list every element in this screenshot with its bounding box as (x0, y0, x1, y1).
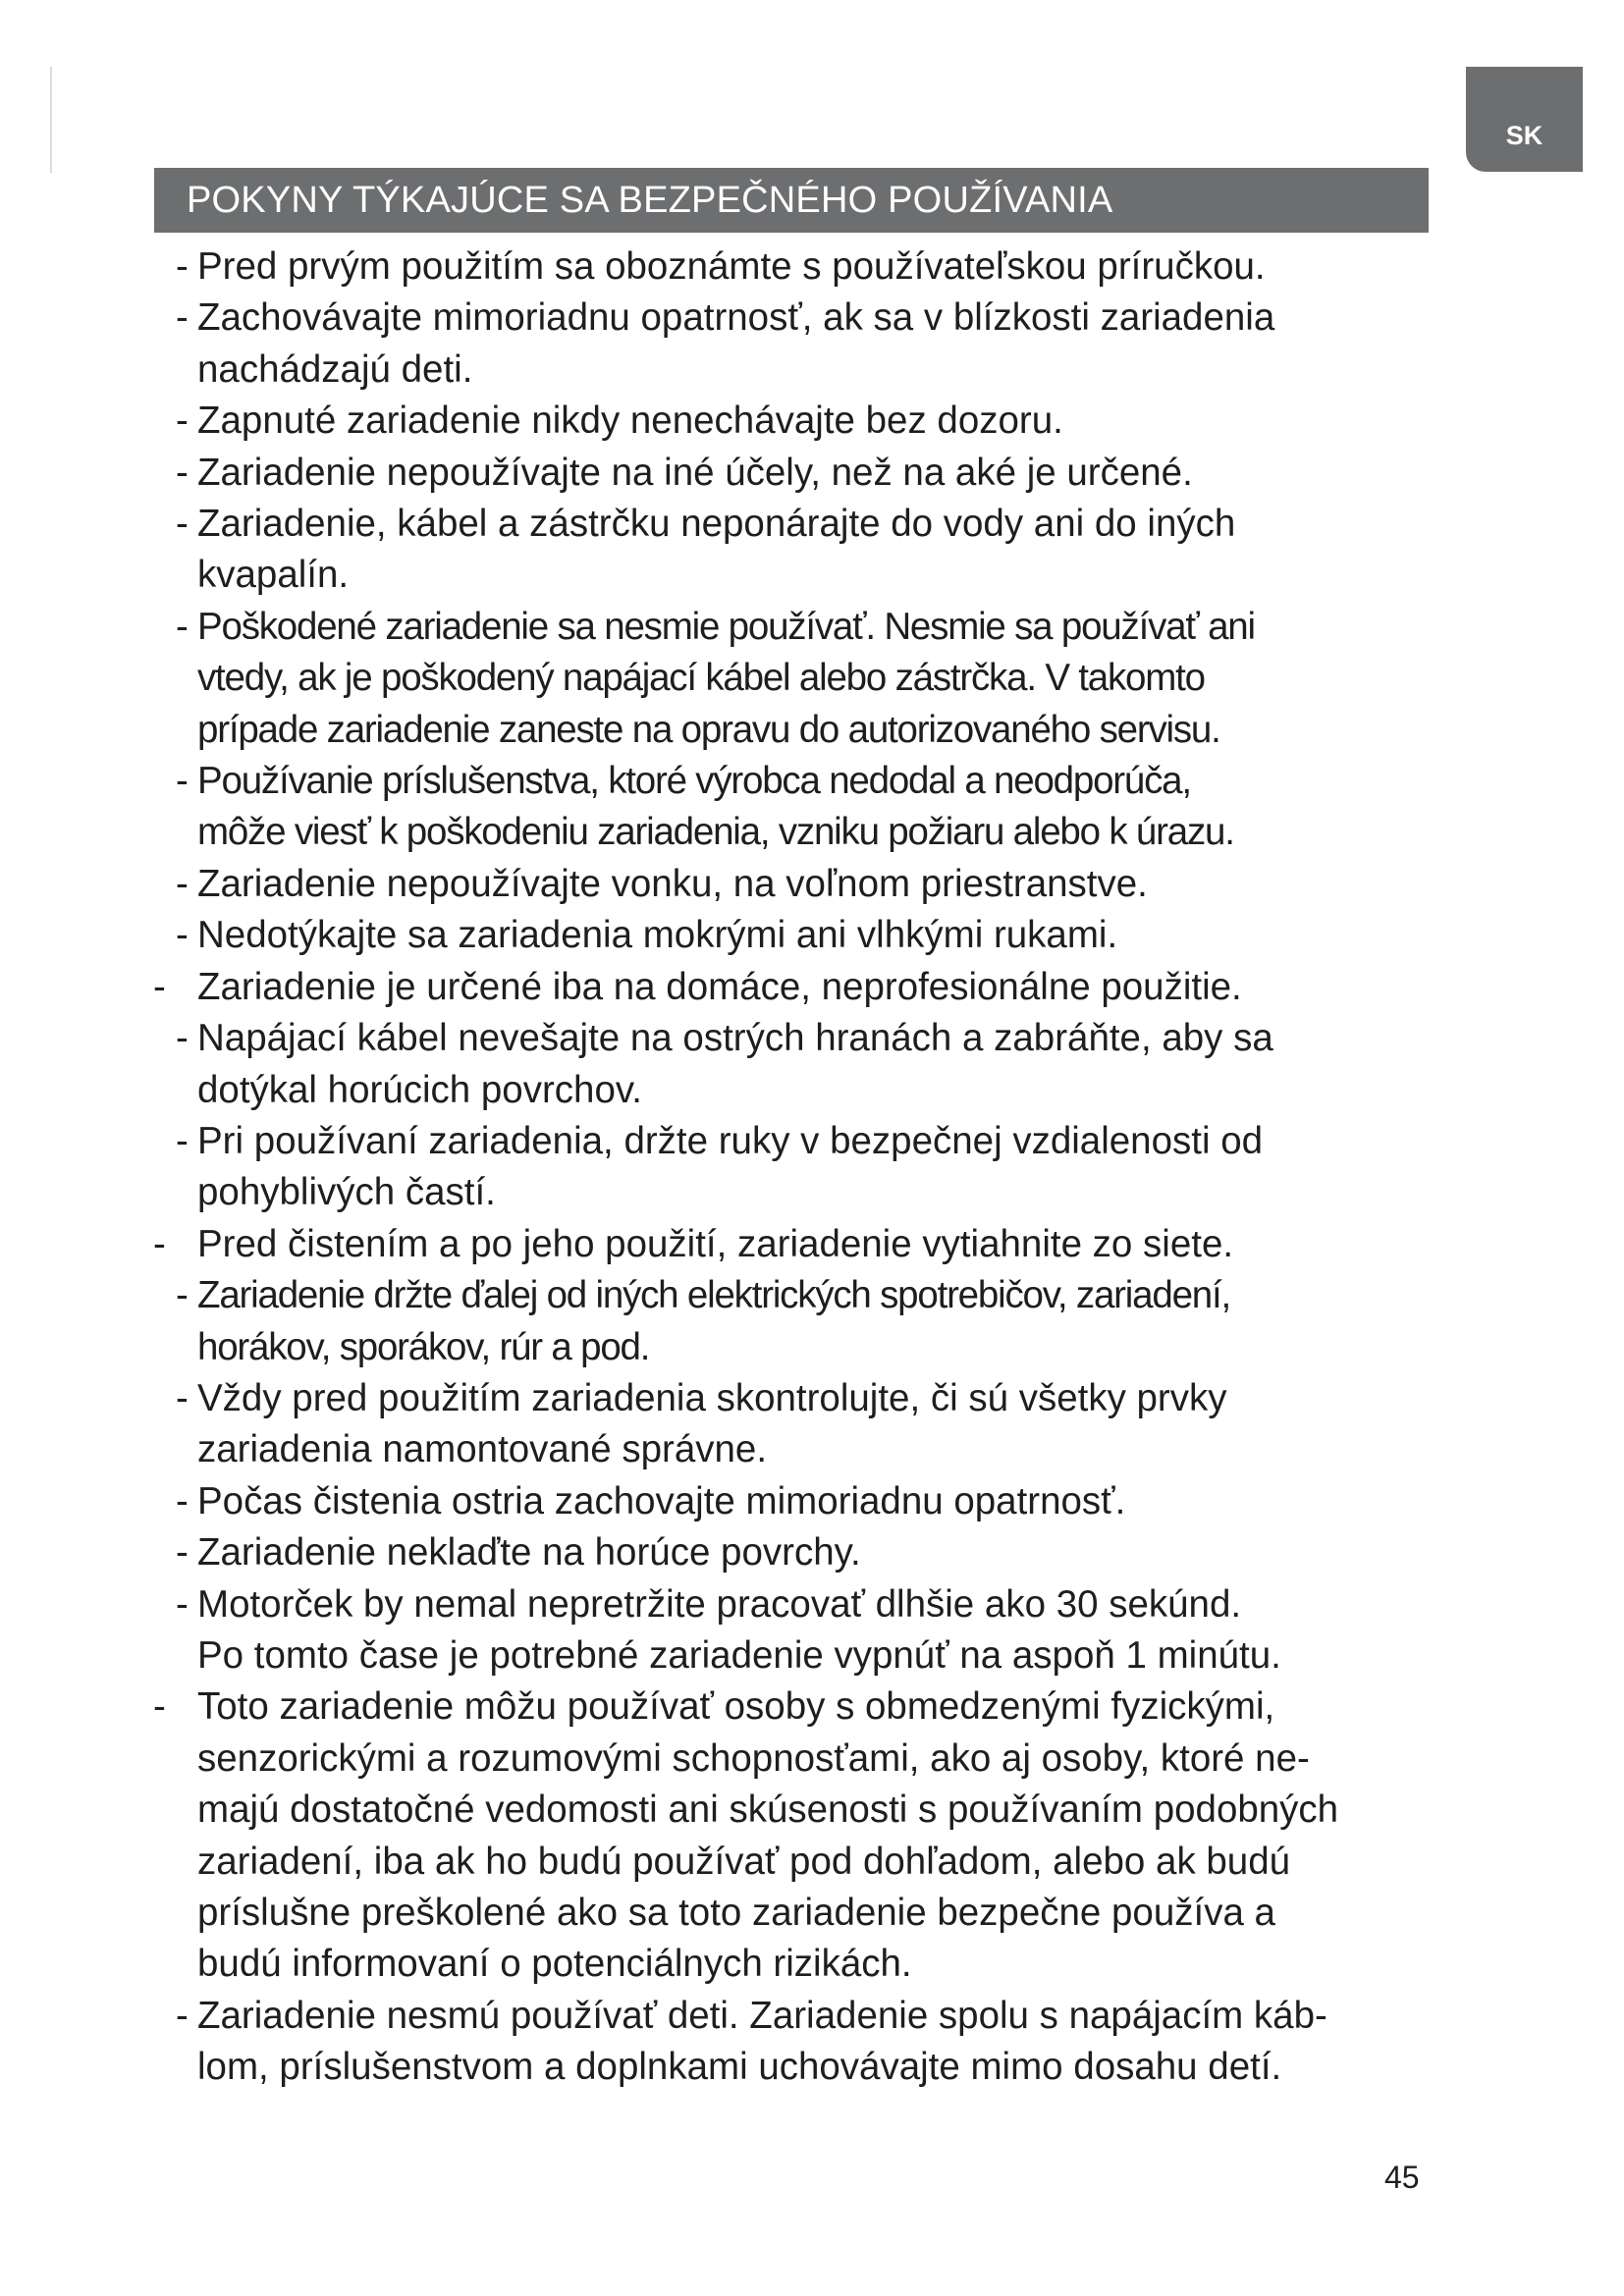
item-line: príslušne preškolené ako sa toto zariadenie bezpečne používa a (197, 1892, 1275, 1934)
item-line: budú informovaní o potenciálnych rizikách. (197, 1943, 912, 1986)
list-item (0, 293, 1624, 396)
bullet-dash: - (176, 451, 189, 494)
item-line: Po tomto čase je potrebné zariadenie vypnúť na aspoň 1 minútu. (197, 1633, 1281, 1677)
item-line: môže viesť k poškodeniu zariadenia, vzniku požiaru alebo k úrazu. (197, 811, 1234, 854)
list-item (0, 1579, 1624, 1682)
item-line: Zariadenie, kábel a zástrčku neponárajte do vody ani do iných (197, 503, 1236, 546)
margin-line (50, 67, 52, 173)
item-line: zariadení, iba ak ho budú používať pod dohľadom, alebo ak budú (197, 1840, 1291, 1883)
bullet-dash: - (176, 400, 189, 443)
language-tab-label: SK (1505, 121, 1543, 150)
bullet-dash: - (176, 1274, 189, 1317)
language-tab (1466, 67, 1583, 172)
bullet-dash: - (176, 914, 189, 957)
item-line: Používanie príslušenstva, ktoré výrobca nedodal a neodporúča, (197, 760, 1191, 803)
bullet-dash: - (176, 1531, 189, 1575)
item-line: Počas čistenia ostria zachovajte mimoriadnu opatrnosť. (197, 1479, 1126, 1522)
item-line: lom, príslušenstvom a doplnkami uchovávajte mimo dosahu detí. (197, 2046, 1282, 2089)
item-line: Zariadenie držte ďalej od iných elektrických spotrebičov, zariadení, (197, 1274, 1230, 1317)
item-line: prípade zariadenie zaneste na opravu do autorizovaného servisu. (197, 708, 1220, 751)
item-line: Zapnuté zariadenie nikdy nenechávajte bez dozoru. (197, 400, 1063, 443)
section-heading: POKYNY TÝKAJÚCE SA BEZPEČNÉHO POUŽÍVANIA (187, 179, 1113, 221)
item-line: Pred prvým použitím sa oboznámte s používateľskou príručkou. (197, 245, 1266, 288)
bullet-dash: - (176, 1479, 189, 1522)
bullet-dash: - (176, 605, 189, 648)
item-line: Zariadenie nepoužívajte na iné účely, než na aké je určené. (197, 451, 1193, 494)
item-line: horákov, sporákov, rúr a pod. (197, 1325, 650, 1368)
item-line: Zariadenie je určené iba na domáce, neprofesionálne použitie. (197, 965, 1242, 1008)
list-item (0, 1116, 1624, 1219)
item-line: Pri používaní zariadenia, držte ruky v bezpečnej vzdialenosti od (197, 1119, 1264, 1162)
list-item (0, 448, 1624, 499)
bullet-dash: - (176, 760, 189, 803)
bullet-dash: - (176, 503, 189, 546)
bullet-dash: - (176, 1376, 189, 1419)
bullet-dash: - (153, 1222, 166, 1265)
item-line: kvapalín. (197, 554, 350, 597)
list-item (0, 1219, 1624, 1270)
item-line: Nedotýkajte sa zariadenia mokrými ani vlhkými rukami. (197, 914, 1118, 957)
bullet-dash: - (176, 862, 189, 905)
item-line: vtedy, ak je poškodený napájací kábel alebo zástrčka. V takomto (197, 657, 1205, 700)
list-item (0, 910, 1624, 961)
item-line: Zachovávajte mimoriadnu opatrnosť, ak sa v blízkosti zariadenia (197, 296, 1275, 340)
bullet-dash: - (176, 1017, 189, 1060)
item-line: Pred čistením a po jeho použití, zariadenie vytiahnite zo siete. (197, 1222, 1234, 1265)
item-line: Napájací kábel nevešajte na ostrých hranách a zabráňte, aby sa (197, 1017, 1273, 1060)
item-line: Motorček by nemal nepretržite pracovať dlhšie ako 30 sekúnd. (197, 1582, 1242, 1626)
list-item (0, 962, 1624, 1013)
list-item (0, 1270, 1624, 1373)
item-line: Zariadenie nepoužívajte vonku, na voľnom priestranstve. (197, 862, 1148, 905)
list-item (0, 396, 1624, 447)
page-number: 45 (1384, 2160, 1420, 2195)
list-item (0, 499, 1624, 602)
list-item (0, 1013, 1624, 1116)
item-line: dotýkal horúcich povrchov. (197, 1068, 642, 1111)
bullet-dash: - (176, 245, 189, 288)
list-item (0, 1991, 1624, 2094)
section-heading-bar (154, 168, 1429, 233)
item-line: nachádzajú deti. (197, 347, 473, 391)
safety-instructions-list (0, 241, 1624, 2094)
bullet-dash: - (176, 1994, 189, 2037)
list-item (0, 602, 1624, 756)
item-line: zariadenia namontované správne. (197, 1428, 768, 1471)
item-line: Zariadenie nesmú používať deti. Zariadenie spolu s napájacím káb- (197, 1994, 1327, 2037)
list-item (0, 1373, 1624, 1476)
bullet-dash: - (153, 1685, 166, 1729)
bullet-dash: - (176, 1582, 189, 1626)
list-item (0, 1682, 1624, 1990)
bullet-dash: - (176, 1119, 189, 1162)
list-item (0, 859, 1624, 910)
item-line: Toto zariadenie môžu používať osoby s obmedzenými fyzickými, (197, 1685, 1275, 1729)
item-line: majú dostatočné vedomosti ani skúsenosti s používaním podobných (197, 1789, 1339, 1832)
bullet-dash: - (153, 965, 166, 1008)
item-line: Zariadenie neklaďte na horúce povrchy. (197, 1531, 861, 1575)
item-line: senzorickými a rozumovými schopnosťami, ako aj osoby, ktoré ne- (197, 1736, 1310, 1780)
list-item (0, 241, 1624, 293)
list-item (0, 756, 1624, 859)
item-line: pohyblivých častí. (197, 1171, 496, 1214)
list-item (0, 1476, 1624, 1527)
list-item (0, 1527, 1624, 1578)
item-line: Poškodené zariadenie sa nesmie používať. Nesmie sa používať ani (197, 605, 1255, 648)
item-line: Vždy pred použitím zariadenia skontrolujte, či sú všetky prvky (197, 1376, 1227, 1419)
bullet-dash: - (176, 296, 189, 340)
